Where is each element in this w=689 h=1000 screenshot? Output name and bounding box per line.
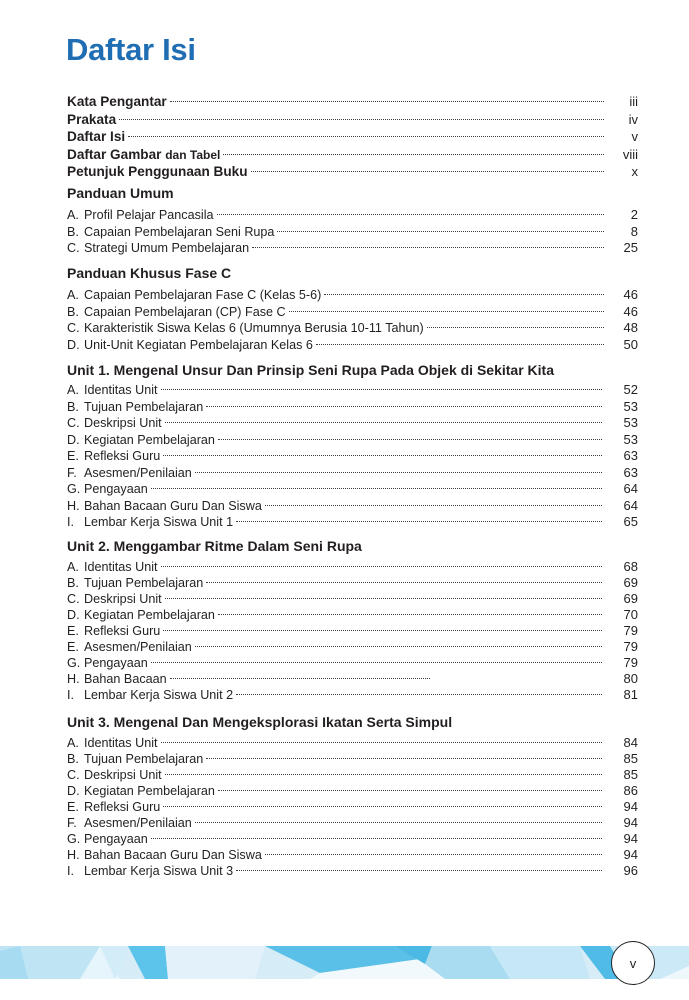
toc-entry[interactable] bbox=[67, 826, 638, 846]
toc-entry[interactable] bbox=[67, 460, 638, 480]
page-number-badge bbox=[611, 941, 655, 985]
toc-page-number: 2 bbox=[630, 207, 638, 222]
dot-leader bbox=[163, 794, 602, 811]
toc-entry[interactable] bbox=[67, 746, 638, 766]
section-heading: Panduan Umum bbox=[67, 185, 174, 201]
toc-entry-label: A. Identitas Unit bbox=[67, 383, 158, 397]
toc-entry-label: E. Refleksi Guru bbox=[67, 624, 161, 638]
toc-page-number: 68 bbox=[623, 559, 638, 574]
footer-decorative-band bbox=[0, 946, 689, 979]
dot-leader bbox=[289, 299, 604, 316]
dot-leader bbox=[218, 778, 602, 795]
dot-leader bbox=[236, 682, 602, 699]
dot-leader bbox=[151, 650, 602, 667]
section-heading: Unit 2. Menggambar Ritme Dalam Seni Rupa bbox=[67, 538, 362, 554]
toc-page-number: 84 bbox=[623, 735, 638, 750]
toc-entry[interactable] bbox=[67, 730, 638, 750]
toc-page-number: 70 bbox=[623, 607, 638, 622]
toc-page-number: 79 bbox=[623, 655, 638, 670]
toc-entry-label: E. Refleksi Guru bbox=[67, 449, 161, 463]
dot-leader bbox=[316, 332, 604, 349]
dot-leader bbox=[119, 107, 604, 124]
toc-page-number: iii bbox=[629, 94, 638, 109]
dot-leader bbox=[170, 89, 604, 106]
toc-entry-label: D. Kegiatan Pembelajaran bbox=[67, 432, 215, 447]
dot-leader bbox=[165, 410, 602, 427]
toc-page-number: 25 bbox=[623, 240, 638, 255]
toc-page-number: 8 bbox=[630, 223, 638, 239]
toc-page-number: 94 bbox=[623, 799, 638, 814]
toc-page-number: 69 bbox=[623, 575, 638, 590]
toc-page-number: 53 bbox=[623, 398, 638, 414]
toc-page-number: 86 bbox=[623, 783, 638, 798]
dot-leader bbox=[252, 235, 604, 252]
toc-entry-daftar-gambar[interactable] bbox=[67, 142, 638, 162]
toc-page-number: 81 bbox=[623, 687, 638, 702]
dot-leader bbox=[427, 315, 604, 332]
dot-leader bbox=[251, 159, 604, 176]
dot-leader bbox=[265, 493, 602, 510]
toc-entry[interactable] bbox=[67, 219, 638, 239]
toc-entry[interactable] bbox=[67, 842, 638, 862]
dot-leader bbox=[128, 124, 604, 141]
toc-entry[interactable] bbox=[67, 377, 638, 397]
toc-entry-label: D. Kegiatan Pembelajaran bbox=[67, 608, 215, 622]
toc-entry-label: Kata Pengantar bbox=[67, 94, 167, 109]
toc-entry-label: B. Tujuan Pembelajaran bbox=[67, 576, 204, 590]
dot-leader bbox=[163, 443, 602, 460]
toc-entry[interactable] bbox=[67, 493, 638, 513]
toc-entry-label: G. Pengayaan bbox=[67, 482, 148, 496]
toc-entry-label: H. Bahan Bacaan bbox=[67, 672, 167, 686]
toc-entry[interactable] bbox=[67, 810, 638, 830]
toc-page-number: 80 bbox=[623, 671, 638, 686]
toc-page-number: 79 bbox=[623, 639, 638, 654]
dot-leader bbox=[206, 394, 602, 411]
toc-entry-label: D. Kegiatan Pembelajaran bbox=[67, 784, 215, 798]
toc-entry-label: A. Profil Pelajar Pancasila bbox=[67, 208, 214, 222]
dot-leader bbox=[206, 746, 602, 763]
toc-page-number: 65 bbox=[623, 514, 638, 529]
toc-entry[interactable] bbox=[67, 650, 638, 670]
toc-entry[interactable] bbox=[67, 202, 638, 222]
toc-entry[interactable] bbox=[67, 634, 638, 654]
toc-entry-label: Daftar Isi bbox=[67, 129, 126, 144]
toc-page-number: 53 bbox=[623, 415, 638, 430]
dot-leader bbox=[206, 570, 602, 587]
toc-entry[interactable] bbox=[67, 586, 638, 606]
toc-entry[interactable] bbox=[67, 762, 638, 782]
toc-entry-label: Petunjuk Penggunaan Buku bbox=[67, 164, 248, 179]
toc-page-number: iv bbox=[628, 111, 638, 127]
toc-entry[interactable] bbox=[67, 618, 638, 638]
toc-entry[interactable] bbox=[67, 394, 638, 414]
section-heading: Panduan Khusus Fase C bbox=[67, 265, 232, 281]
toc-page-number: 52 bbox=[623, 382, 638, 397]
dot-leader bbox=[195, 460, 602, 477]
toc-entry-kata-pengantar[interactable] bbox=[67, 89, 638, 109]
toc-page-number: 48 bbox=[623, 320, 638, 335]
section-heading: Unit 3. Mengenal Dan Mengeksplorasi Ikatan Serta Simpul bbox=[67, 714, 453, 730]
toc-page-number: 94 bbox=[623, 847, 638, 862]
toc-entry[interactable] bbox=[67, 235, 638, 255]
toc-entry-daftar-isi[interactable] bbox=[67, 124, 638, 144]
dot-leader bbox=[161, 377, 602, 394]
toc-entry-label: G. Pengayaan bbox=[67, 832, 148, 846]
toc-entry[interactable] bbox=[67, 427, 638, 447]
toc-entry-label: G. Pengayaan bbox=[67, 656, 148, 670]
dot-leader bbox=[165, 586, 602, 603]
toc-page-number: viii bbox=[622, 146, 638, 162]
toc-page-number: 46 bbox=[623, 287, 638, 302]
dot-leader bbox=[218, 602, 602, 619]
toc-entry-label: B. Capaian Pembelajaran Seni Rupa bbox=[67, 224, 275, 239]
toc-page-number: 85 bbox=[623, 751, 638, 766]
toc-page-number: 96 bbox=[623, 863, 638, 878]
toc-entry-label: E. Refleksi Guru bbox=[67, 800, 161, 814]
toc-entry-label: I. Lembar Kerja Siswa Unit 2 bbox=[67, 688, 234, 702]
dot-leader bbox=[277, 219, 604, 236]
toc-page-number: 50 bbox=[623, 336, 638, 352]
page-title: Daftar Isi bbox=[66, 32, 196, 67]
toc-entry-label: Prakata bbox=[67, 111, 117, 127]
toc-page-number: 69 bbox=[623, 591, 638, 606]
toc-entry-label: F. Asesmen/Penilaian bbox=[67, 465, 192, 480]
toc-entry-label: C. Karakteristik Siswa Kelas 6 (Umumnya Berusia 10-11 Tahun) bbox=[67, 321, 424, 335]
toc-page-number: 79 bbox=[623, 623, 638, 638]
toc-entry[interactable] bbox=[67, 602, 638, 622]
toc-entry[interactable] bbox=[67, 682, 638, 702]
toc-entry[interactable] bbox=[67, 443, 638, 463]
toc-page-number: 94 bbox=[623, 831, 638, 846]
toc-page-number: v bbox=[631, 129, 638, 144]
toc-entry[interactable] bbox=[67, 282, 638, 302]
page-number: v bbox=[629, 955, 637, 971]
dot-leader bbox=[170, 666, 430, 683]
toc-entry[interactable] bbox=[67, 509, 638, 529]
toc-entry-label: A. Identitas Unit bbox=[67, 560, 158, 574]
toc-entry-prakata[interactable] bbox=[67, 107, 638, 127]
toc-page-number: 63 bbox=[623, 448, 638, 463]
toc-entry[interactable] bbox=[67, 570, 638, 590]
toc-page-number: x bbox=[631, 164, 638, 179]
dot-leader bbox=[161, 730, 602, 747]
toc-entry[interactable] bbox=[67, 858, 638, 878]
toc-page-number: 94 bbox=[623, 815, 638, 830]
toc-entry-label: B. Tujuan Pembelajaran bbox=[67, 752, 204, 766]
toc-entry[interactable] bbox=[67, 778, 638, 798]
toc-entry-label: I. Lembar Kerja Siswa Unit 1 bbox=[67, 515, 234, 529]
dot-leader bbox=[236, 858, 602, 875]
toc-entry-label: C. Strategi Umum Pembelajaran bbox=[67, 241, 250, 255]
toc-entry-label: B. Capaian Pembelajaran (CP) Fase C bbox=[67, 304, 286, 319]
dot-leader bbox=[161, 554, 602, 571]
dot-leader bbox=[236, 509, 602, 526]
toc-entry-label: C. Deskripsi Unit bbox=[67, 768, 162, 782]
dot-leader bbox=[165, 762, 602, 779]
toc-entry-petunjuk[interactable] bbox=[67, 159, 638, 179]
dot-leader bbox=[195, 810, 602, 827]
toc-entry-label: E. Asesmen/Penilaian bbox=[67, 640, 192, 654]
dot-leader bbox=[324, 282, 604, 299]
toc-page-number: 46 bbox=[623, 303, 638, 319]
toc-entry[interactable] bbox=[67, 666, 638, 686]
dot-leader bbox=[223, 142, 604, 159]
toc-entry-label: B. Tujuan Pembelajaran bbox=[67, 399, 204, 414]
toc-entry-label: D. Unit-Unit Kegiatan Pembelajaran Kelas 6 bbox=[67, 337, 313, 352]
toc-entry-label: C. Deskripsi Unit bbox=[67, 416, 162, 430]
toc-entry[interactable] bbox=[67, 410, 638, 430]
dot-leader bbox=[163, 618, 602, 635]
toc-entry[interactable] bbox=[67, 554, 638, 574]
toc-page-number: 64 bbox=[623, 497, 638, 513]
toc-page-number: 64 bbox=[623, 481, 638, 496]
toc-entry-label: Daftar Gambar dan Tabel bbox=[67, 146, 221, 162]
section-heading: Unit 1. Mengenal Unsur Dan Prinsip Seni Rupa Pada Objek di Sekitar Kita bbox=[67, 362, 554, 378]
toc-page-number: 63 bbox=[623, 464, 638, 480]
toc-entry[interactable] bbox=[67, 315, 638, 335]
dot-leader bbox=[151, 476, 602, 493]
toc-entry[interactable] bbox=[67, 299, 638, 319]
dot-leader bbox=[217, 202, 605, 219]
toc-entry-label: A. Identitas Unit bbox=[67, 736, 158, 750]
toc-page-number: 85 bbox=[623, 767, 638, 782]
toc-entry-label: I. Lembar Kerja Siswa Unit 3 bbox=[67, 864, 234, 878]
dot-leader bbox=[195, 634, 602, 651]
toc-page-number: 53 bbox=[623, 431, 638, 447]
toc-entry[interactable] bbox=[67, 476, 638, 496]
dot-leader bbox=[151, 826, 602, 843]
dot-leader bbox=[265, 842, 602, 859]
toc-entry[interactable] bbox=[67, 794, 638, 814]
toc-entry-label: A. Capaian Pembelajaran Fase C (Kelas 5-6) bbox=[67, 288, 322, 302]
dot-leader bbox=[218, 427, 602, 444]
toc-entry[interactable] bbox=[67, 332, 638, 352]
toc-entry-label: H. Bahan Bacaan Guru Dan Siswa bbox=[67, 498, 262, 513]
toc-entry-label: C. Deskripsi Unit bbox=[67, 592, 162, 606]
toc-entry-label: F. Asesmen/Penilaian bbox=[67, 816, 192, 830]
toc-entry-label: H. Bahan Bacaan Guru Dan Siswa bbox=[67, 848, 262, 862]
